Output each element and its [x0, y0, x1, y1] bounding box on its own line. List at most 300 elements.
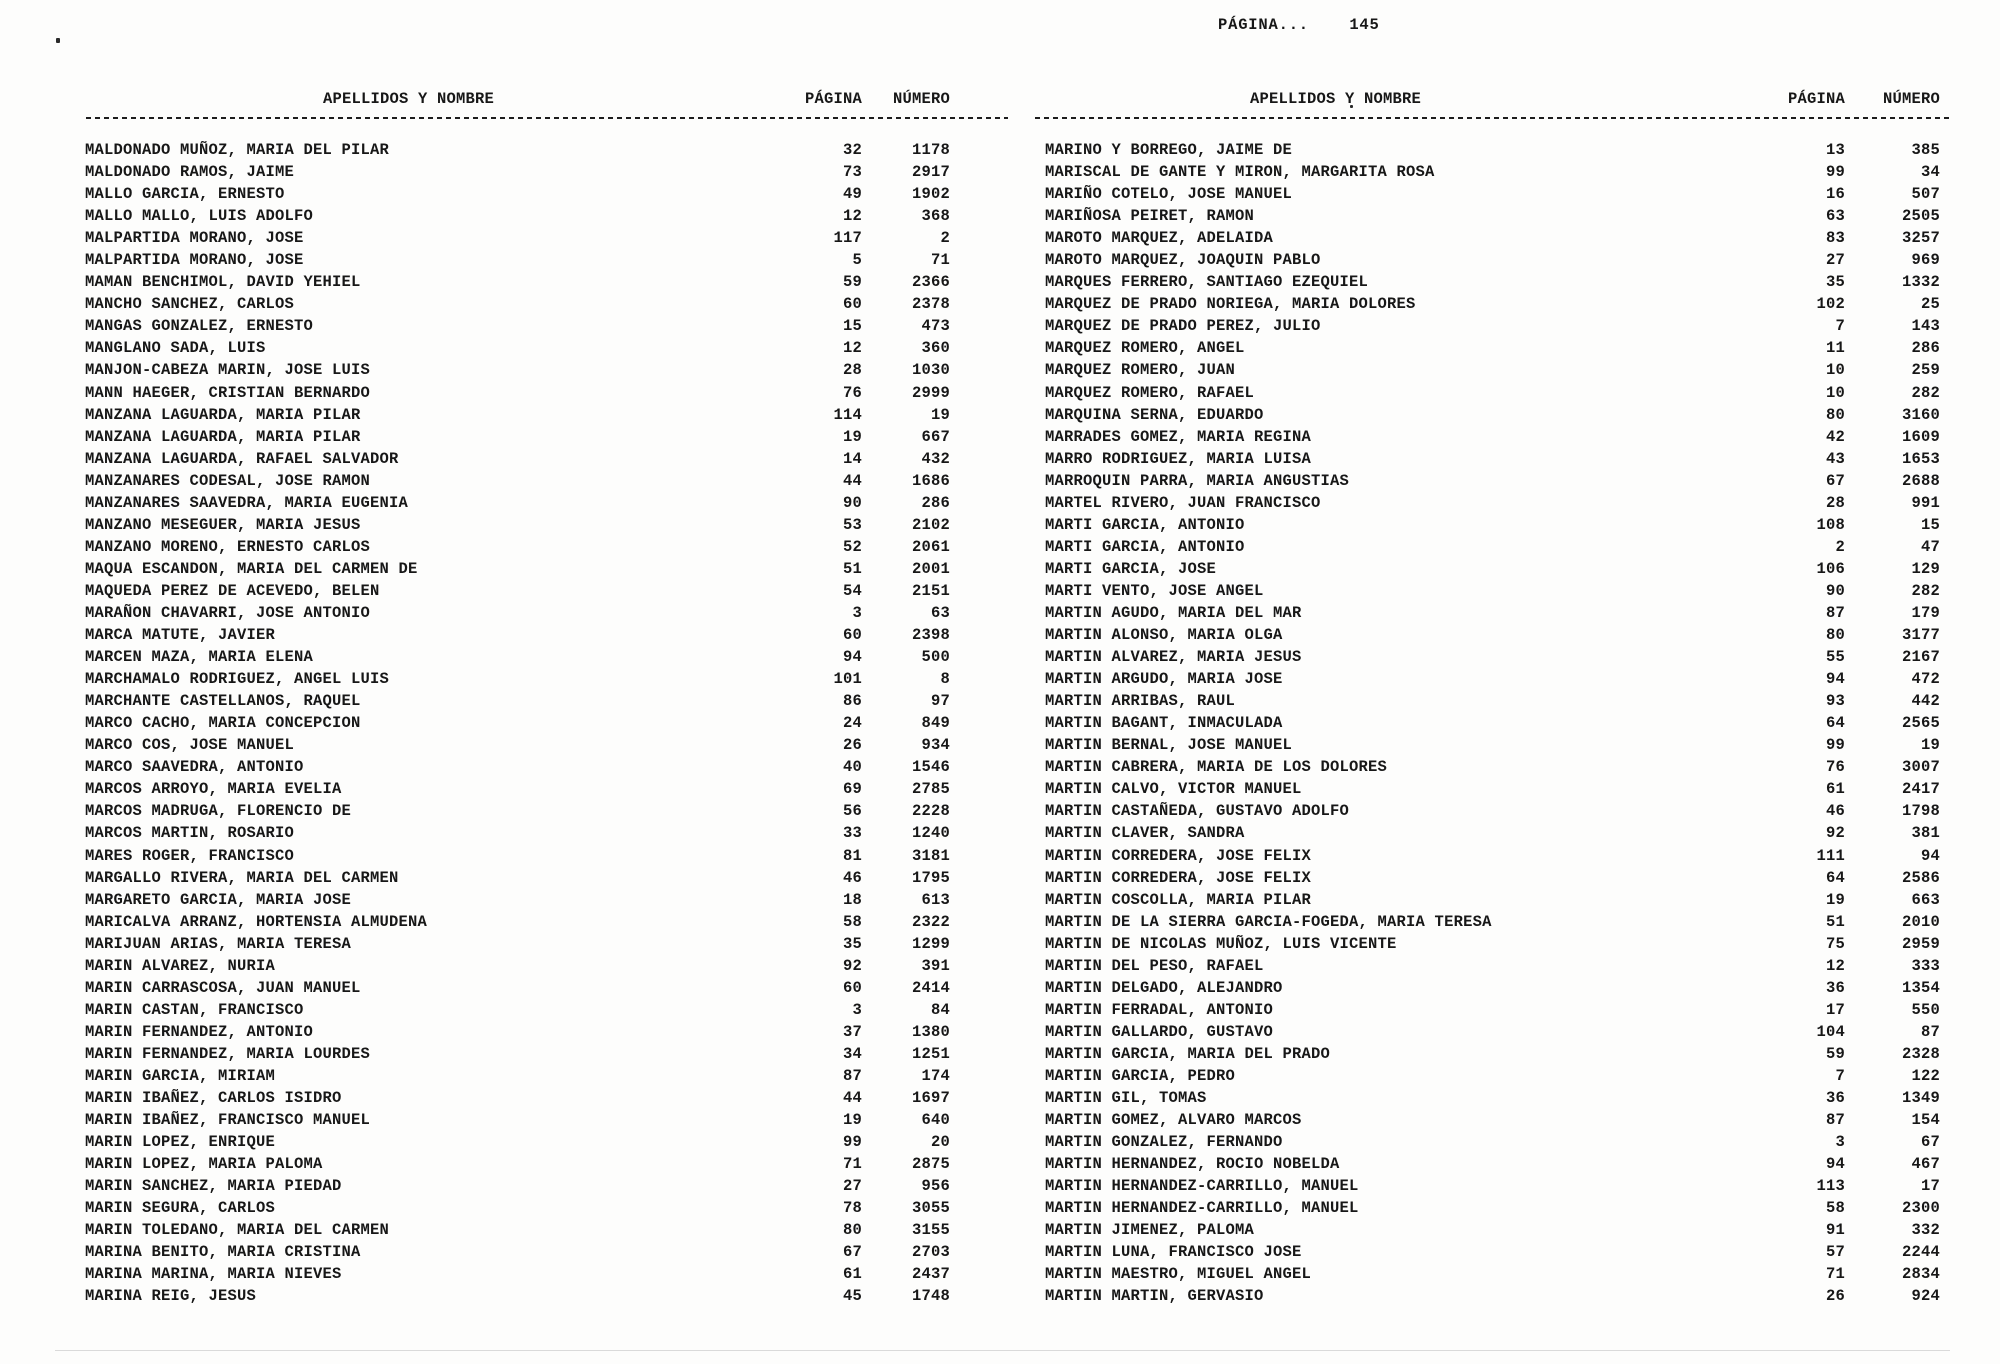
cell-numero: 1354	[1901, 978, 1940, 997]
cell-name: MARIÑOSA PEIRET, RAMON	[1045, 207, 1255, 226]
cell-name: MARTI GARCIA, ANTONIO	[1045, 515, 1245, 534]
table-row	[85, 602, 950, 624]
cell-numero: 174	[921, 1066, 950, 1085]
cell-pagina: 55	[1825, 648, 1845, 667]
table-row	[1045, 1065, 1940, 1087]
table-row	[85, 404, 950, 426]
cell-numero: 2001	[911, 559, 950, 578]
cell-pagina: 44	[842, 1089, 862, 1108]
table-row	[85, 558, 950, 580]
cell-name: MARTIN CASTAÑEDA, GUSTAVO ADOLFO	[1045, 802, 1350, 821]
table-row	[1045, 448, 1940, 470]
table-row	[85, 867, 950, 889]
table-row	[1045, 558, 1940, 580]
cell-name: MARTIN MAESTRO, MIGUEL ANGEL	[1045, 1265, 1312, 1284]
table-row	[1045, 161, 1940, 183]
cell-pagina: 76	[1825, 758, 1845, 777]
table-row	[85, 778, 950, 800]
cell-numero: 2875	[911, 1155, 950, 1174]
cell-name: MARGARETO GARCIA, MARIA JOSE	[85, 890, 352, 909]
cell-name: MARTIN MARTIN, GERVASIO	[1045, 1287, 1264, 1306]
cell-name: MARTEL RIVERO, JUAN FRANCISCO	[1045, 493, 1321, 512]
cell-numero: 19	[1920, 736, 1940, 755]
cell-numero: 2703	[911, 1243, 950, 1262]
cell-numero: 1332	[1901, 273, 1940, 292]
cell-numero: 286	[921, 493, 950, 512]
table-row	[85, 492, 950, 514]
page-bottom-edge	[55, 1350, 1950, 1351]
cell-numero: 2917	[911, 163, 950, 182]
cell-numero: 2505	[1901, 207, 1940, 226]
cell-name: MARTIN HERNANDEZ-CARRILLO, MANUEL	[1045, 1199, 1359, 1218]
cell-pagina: 67	[842, 1243, 862, 1262]
cell-pagina: 49	[842, 185, 862, 204]
cell-pagina: 16	[1825, 185, 1845, 204]
cell-numero: 25	[1920, 295, 1940, 314]
table-row	[1045, 822, 1940, 844]
cell-numero: 2	[940, 229, 950, 248]
table-row	[1045, 492, 1940, 514]
cell-name: MARTIN GOMEZ, ALVARO MARCOS	[1045, 1111, 1302, 1130]
cell-pagina: 83	[1825, 229, 1845, 248]
cell-pagina: 24	[842, 714, 862, 733]
cell-pagina: 43	[1825, 449, 1845, 468]
cell-pagina: 11	[1825, 339, 1845, 358]
cell-numero: 360	[921, 339, 950, 358]
table-row	[85, 690, 950, 712]
cell-pagina: 92	[842, 956, 862, 975]
page-number-label: PÁGINA... 145	[1218, 16, 1380, 34]
table-row	[1045, 315, 1940, 337]
table-row	[85, 822, 950, 844]
table-row	[1045, 271, 1940, 293]
cell-name: MARTI GARCIA, ANTONIO	[1045, 537, 1245, 556]
cell-numero: 2244	[1901, 1243, 1940, 1262]
cell-name: MARQUES FERRERO, SANTIAGO EZEQUIEL	[1045, 273, 1369, 292]
table-row	[85, 1241, 950, 1263]
cell-pagina: 28	[842, 361, 862, 380]
cell-pagina: 71	[842, 1155, 862, 1174]
cell-numero: 2322	[911, 912, 950, 931]
cell-name: MARAÑON CHAVARRI, JOSE ANTONIO	[85, 603, 371, 622]
cell-name: MARGALLO RIVERA, MARIA DEL CARMEN	[85, 868, 399, 887]
cell-name: MARTIN ALONSO, MARIA OLGA	[1045, 626, 1283, 645]
cell-pagina: 18	[842, 890, 862, 909]
table-row	[85, 889, 950, 911]
table-row	[85, 249, 950, 271]
cell-name: MARROQUIN PARRA, MARIA ANGUSTIAS	[1045, 471, 1350, 490]
cell-name: MARQUEZ ROMERO, ANGEL	[1045, 339, 1245, 358]
header-apellidos-y-nombre: APELLIDOS Y NOMBRE	[1250, 90, 1422, 108]
cell-numero: 934	[921, 736, 950, 755]
table-row	[1045, 470, 1940, 492]
cell-pagina: 64	[1825, 714, 1845, 733]
table-row	[1045, 977, 1940, 999]
table-row	[1045, 867, 1940, 889]
cell-pagina: 90	[1825, 581, 1845, 600]
cell-numero: 1178	[911, 141, 950, 159]
cell-numero: 63	[930, 603, 950, 622]
cell-numero: 969	[1911, 251, 1940, 270]
table-row	[1045, 712, 1940, 734]
cell-pagina: 7	[1835, 317, 1845, 336]
cell-numero: 2414	[911, 978, 950, 997]
table-row	[85, 646, 950, 668]
table-row	[1045, 536, 1940, 558]
table-row	[85, 514, 950, 536]
table-row	[1045, 359, 1940, 381]
cell-name: MARTIN ARRIBAS, RAUL	[1045, 692, 1236, 711]
cell-numero: 1653	[1901, 449, 1940, 468]
cell-name: MARTIN ARGUDO, MARIA JOSE	[1045, 670, 1283, 689]
cell-numero: 2300	[1901, 1199, 1940, 1218]
cell-numero: 2151	[911, 581, 950, 600]
cell-name: MARTIN CALVO, VICTOR MANUEL	[1045, 780, 1302, 799]
cell-name: MALLO MALLO, LUIS ADOLFO	[85, 207, 314, 226]
cell-pagina: 117	[833, 229, 862, 248]
cell-numero: 2999	[911, 383, 950, 402]
cell-pagina: 59	[1825, 1044, 1845, 1063]
cell-pagina: 3	[852, 603, 862, 622]
cell-name: MARTI GARCIA, JOSE	[1045, 559, 1217, 578]
cell-name: MARTIN CABRERA, MARIA DE LOS DOLORES	[1045, 758, 1388, 777]
cell-name: MANZANARES SAAVEDRA, MARIA EUGENIA	[85, 493, 409, 512]
cell-name: MARTIN CORREDERA, JOSE FELIX	[1045, 846, 1312, 865]
cell-name: MARTIN FERRADAL, ANTONIO	[1045, 1000, 1274, 1019]
cell-pagina: 28	[1825, 493, 1845, 512]
cell-name: MANZANA LAGUARDA, MARIA PILAR	[85, 405, 361, 424]
cell-numero: 391	[921, 956, 950, 975]
cell-pagina: 12	[1825, 956, 1845, 975]
cell-name: MARTIN LUNA, FRANCISCO JOSE	[1045, 1243, 1302, 1262]
cell-name: MARIN FERNANDEZ, MARIA LOURDES	[85, 1044, 371, 1063]
cell-numero: 2167	[1901, 648, 1940, 667]
cell-pagina: 99	[1825, 736, 1845, 755]
cell-numero: 71	[930, 251, 950, 270]
cell-pagina: 36	[1825, 978, 1845, 997]
cell-numero: 17	[1920, 1177, 1940, 1196]
header-apellidos-y-nombre: APELLIDOS Y NOMBRE	[323, 90, 495, 108]
cell-name: MARQUEZ DE PRADO NORIEGA, MARIA DOLORES	[1045, 295, 1416, 314]
cell-numero: 473	[921, 317, 950, 336]
cell-numero: 924	[1911, 1287, 1940, 1306]
cell-numero: 332	[1911, 1221, 1940, 1240]
cell-name: MARTIN DE LA SIERRA GARCIA-FOGEDA, MARIA TERESA	[1045, 912, 1492, 931]
table-row	[85, 977, 950, 999]
table-row	[1045, 1241, 1940, 1263]
cell-numero: 282	[1911, 383, 1940, 402]
cell-pagina: 40	[842, 758, 862, 777]
table-row	[85, 1175, 950, 1197]
cell-name: MARQUEZ ROMERO, RAFAEL	[1045, 383, 1255, 402]
cell-name: MARINA REIG, JESUS	[85, 1287, 257, 1306]
cell-name: MARTIN GALLARDO, GUSTAVO	[1045, 1022, 1274, 1041]
cell-pagina: 59	[842, 273, 862, 292]
cell-name: MARES ROGER, FRANCISCO	[85, 846, 295, 865]
table-row	[1045, 1021, 1940, 1043]
cell-numero: 1240	[911, 824, 950, 843]
cell-numero: 3257	[1901, 229, 1940, 248]
cell-name: MALLO GARCIA, ERNESTO	[85, 185, 285, 204]
table-row	[85, 205, 950, 227]
cell-name: MARIN IBAÑEZ, FRANCISCO MANUEL	[85, 1111, 371, 1130]
cell-pagina: 13	[1825, 141, 1845, 159]
cell-numero: 507	[1911, 185, 1940, 204]
left-name-list	[85, 139, 950, 1307]
cell-numero: 2102	[911, 515, 950, 534]
cell-name: MARIN SANCHEZ, MARIA PIEDAD	[85, 1177, 342, 1196]
cell-numero: 259	[1911, 361, 1940, 380]
cell-name: MARTIN GONZALEZ, FERNANDO	[1045, 1133, 1283, 1152]
table-row	[85, 227, 950, 249]
cell-pagina: 61	[842, 1265, 862, 1284]
cell-name: MARTIN HERNANDEZ, ROCIO NOBELDA	[1045, 1155, 1340, 1174]
cell-pagina: 111	[1816, 846, 1845, 865]
cell-numero: 34	[1920, 163, 1940, 182]
cell-numero: 472	[1911, 670, 1940, 689]
cell-pagina: 57	[1825, 1243, 1845, 1262]
cell-pagina: 99	[842, 1133, 862, 1152]
cell-name: MAROTO MARQUEZ, ADELAIDA	[1045, 229, 1274, 248]
cell-pagina: 10	[1825, 361, 1845, 380]
table-row	[1045, 933, 1940, 955]
cell-name: MARCEN MAZA, MARIA ELENA	[85, 648, 314, 667]
cell-numero: 282	[1911, 581, 1940, 600]
cell-pagina: 35	[842, 934, 862, 953]
cell-name: MARICALVA ARRANZ, HORTENSIA ALMUDENA	[85, 912, 428, 931]
cell-pagina: 36	[1825, 1089, 1845, 1108]
table-row	[85, 271, 950, 293]
header-numero: NÚMERO	[892, 90, 950, 108]
cell-numero: 2366	[911, 273, 950, 292]
cell-name: MANZANA LAGUARDA, RAFAEL SALVADOR	[85, 449, 399, 468]
cell-pagina: 69	[842, 780, 862, 799]
table-row	[1045, 1153, 1940, 1175]
cell-name: MARRADES GOMEZ, MARIA REGINA	[1045, 427, 1312, 446]
table-row	[85, 1087, 950, 1109]
cell-numero: 3055	[911, 1199, 950, 1218]
table-row	[1045, 756, 1940, 778]
cell-pagina: 113	[1816, 1177, 1845, 1196]
table-row	[1045, 293, 1940, 315]
cell-numero: 2437	[911, 1265, 950, 1284]
cell-name: MARIN LOPEZ, MARIA PALOMA	[85, 1155, 323, 1174]
table-row	[85, 1285, 950, 1307]
table-row	[85, 734, 950, 756]
cell-numero: 3181	[911, 846, 950, 865]
cell-numero: 1748	[911, 1287, 950, 1306]
cell-name: MARTIN DELGADO, ALEJANDRO	[1045, 978, 1283, 997]
cell-name: MALPARTIDA MORANO, JOSE	[85, 251, 304, 270]
cell-pagina: 64	[1825, 868, 1845, 887]
table-row	[1045, 382, 1940, 404]
header-divider-dashed-line	[1035, 117, 1953, 119]
cell-name: MARCOS MARTIN, ROSARIO	[85, 824, 295, 843]
cell-pagina: 42	[1825, 427, 1845, 446]
cell-numero: 368	[921, 207, 950, 226]
cell-numero: 2061	[911, 537, 950, 556]
cell-pagina: 108	[1816, 515, 1845, 534]
cell-name: MARTIN GARCIA, PEDRO	[1045, 1066, 1236, 1085]
cell-numero: 956	[921, 1177, 950, 1196]
table-row	[85, 580, 950, 602]
cell-name: MARTIN JIMENEZ, PALOMA	[1045, 1221, 1255, 1240]
table-row	[85, 448, 950, 470]
cell-name: MARINO Y BORREGO, JAIME DE	[1045, 141, 1293, 159]
cell-name: MANZANO MESEGUER, MARIA JESUS	[85, 515, 361, 534]
cell-numero: 1546	[911, 758, 950, 777]
cell-name: MARTIN COSCOLLA, MARIA PILAR	[1045, 890, 1312, 909]
table-row	[1045, 580, 1940, 602]
cell-numero: 1609	[1901, 427, 1940, 446]
cell-pagina: 60	[842, 626, 862, 645]
table-row	[85, 1153, 950, 1175]
cell-name: MARCOS ARROYO, MARIA EVELIA	[85, 780, 342, 799]
cell-numero: 122	[1911, 1066, 1940, 1085]
cell-name: MAQUA ESCANDON, MARIA DEL CARMEN DE	[85, 559, 418, 578]
scan-speck	[56, 38, 60, 43]
table-row	[1045, 624, 1940, 646]
header-numero: NÚMERO	[1882, 90, 1940, 108]
cell-numero: 991	[1911, 493, 1940, 512]
table-row	[1045, 1131, 1940, 1153]
cell-numero: 143	[1911, 317, 1940, 336]
table-row	[1045, 889, 1940, 911]
cell-numero: 1380	[911, 1022, 950, 1041]
table-row	[1045, 1043, 1940, 1065]
table-row	[1045, 911, 1940, 933]
cell-numero: 2959	[1901, 934, 1940, 953]
cell-numero: 2565	[1901, 714, 1940, 733]
cell-pagina: 75	[1825, 934, 1845, 953]
cell-pagina: 7	[1835, 1066, 1845, 1085]
cell-name: MARCOS MADRUGA, FLORENCIO DE	[85, 802, 352, 821]
cell-pagina: 3	[1835, 1133, 1845, 1152]
cell-name: MARCHANTE CASTELLANOS, RAQUEL	[85, 692, 361, 711]
cell-pagina: 26	[1825, 1287, 1845, 1306]
cell-pagina: 60	[842, 978, 862, 997]
cell-pagina: 44	[842, 471, 862, 490]
cell-pagina: 93	[1825, 692, 1845, 711]
cell-numero: 333	[1911, 956, 1940, 975]
cell-name: MANGAS GONZALEZ, ERNESTO	[85, 317, 314, 336]
cell-pagina: 37	[842, 1022, 862, 1041]
cell-name: MARTIN AGUDO, MARIA DEL MAR	[1045, 603, 1302, 622]
cell-pagina: 12	[842, 339, 862, 358]
table-row	[1045, 1175, 1940, 1197]
cell-numero: 550	[1911, 1000, 1940, 1019]
cell-name: MALPARTIDA MORANO, JOSE	[85, 229, 304, 248]
cell-pagina: 27	[1825, 251, 1845, 270]
table-row	[85, 161, 950, 183]
cell-name: MARTIN DE NICOLAS MUÑOZ, LUIS VICENTE	[1045, 934, 1397, 953]
cell-name: MARRO RODRIGUEZ, MARIA LUISA	[1045, 449, 1312, 468]
cell-pagina: 73	[842, 163, 862, 182]
table-row	[85, 1263, 950, 1285]
cell-name: MARTIN BERNAL, JOSE MANUEL	[1045, 736, 1293, 755]
cell-numero: 8	[940, 670, 950, 689]
left-column-header	[85, 90, 950, 108]
table-row	[1045, 205, 1940, 227]
table-row	[85, 426, 950, 448]
table-row	[1045, 249, 1940, 271]
cell-pagina: 35	[1825, 273, 1845, 292]
cell-numero: 442	[1911, 692, 1940, 711]
right-name-list	[1045, 139, 1940, 1307]
cell-name: MAROTO MARQUEZ, JOAQUIN PABLO	[1045, 251, 1321, 270]
cell-numero: 2586	[1901, 868, 1940, 887]
cell-pagina: 63	[1825, 207, 1845, 226]
cell-numero: 97	[930, 692, 950, 711]
cell-numero: 84	[930, 1000, 950, 1019]
cell-name: MARIJUAN ARIAS, MARIA TERESA	[85, 934, 352, 953]
cell-name: MARTIN GARCIA, MARIA DEL PRADO	[1045, 1044, 1331, 1063]
table-row	[85, 955, 950, 977]
cell-numero: 2328	[1901, 1044, 1940, 1063]
table-row	[1045, 690, 1940, 712]
cell-numero: 15	[1920, 515, 1940, 534]
cell-numero: 1795	[911, 868, 950, 887]
cell-name: MARIN CARRASCOSA, JUAN MANUEL	[85, 978, 361, 997]
cell-numero: 129	[1911, 559, 1940, 578]
cell-name: MAQUEDA PEREZ DE ACEVEDO, BELEN	[85, 581, 380, 600]
cell-numero: 3007	[1901, 758, 1940, 777]
cell-numero: 3155	[911, 1221, 950, 1240]
cell-numero: 2010	[1901, 912, 1940, 931]
cell-pagina: 114	[833, 405, 862, 424]
cell-pagina: 94	[1825, 1155, 1845, 1174]
cell-pagina: 15	[842, 317, 862, 336]
header-pagina: PÁGINA	[804, 90, 862, 108]
cell-name: MALDONADO MUÑOZ, MARIA DEL PILAR	[85, 141, 390, 159]
cell-pagina: 2	[1835, 537, 1845, 556]
table-row	[1045, 955, 1940, 977]
cell-numero: 47	[1920, 537, 1940, 556]
table-row	[85, 359, 950, 381]
cell-numero: 613	[921, 890, 950, 909]
cell-pagina: 53	[842, 515, 862, 534]
cell-numero: 2378	[911, 295, 950, 314]
cell-pagina: 34	[842, 1044, 862, 1063]
table-row	[85, 911, 950, 933]
table-row	[1045, 404, 1940, 426]
cell-name: MARTIN CORREDERA, JOSE FELIX	[1045, 868, 1312, 887]
cell-pagina: 3	[852, 1000, 862, 1019]
right-column-header	[1045, 90, 1940, 108]
cell-pagina: 51	[1825, 912, 1845, 931]
cell-pagina: 81	[842, 846, 862, 865]
cell-name: MARIN SEGURA, CARLOS	[85, 1199, 276, 1218]
cell-numero: 2228	[911, 802, 950, 821]
cell-numero: 500	[921, 648, 950, 667]
cell-pagina: 80	[1825, 405, 1845, 424]
cell-name: MANZANA LAGUARDA, MARIA PILAR	[85, 427, 361, 446]
cell-pagina: 56	[842, 802, 862, 821]
cell-pagina: 32	[842, 141, 862, 159]
cell-pagina: 67	[1825, 471, 1845, 490]
table-row	[1045, 646, 1940, 668]
cell-name: MALDONADO RAMOS, JAIME	[85, 163, 295, 182]
table-row	[85, 668, 950, 690]
header-pagina: PÁGINA	[1787, 90, 1845, 108]
cell-pagina: 87	[1825, 1111, 1845, 1130]
cell-numero: 849	[921, 714, 950, 733]
cell-name: MARTIN GIL, TOMAS	[1045, 1089, 1207, 1108]
table-row	[85, 315, 950, 337]
cell-numero: 87	[1920, 1022, 1940, 1041]
cell-numero: 1299	[911, 934, 950, 953]
cell-numero: 1697	[911, 1089, 950, 1108]
